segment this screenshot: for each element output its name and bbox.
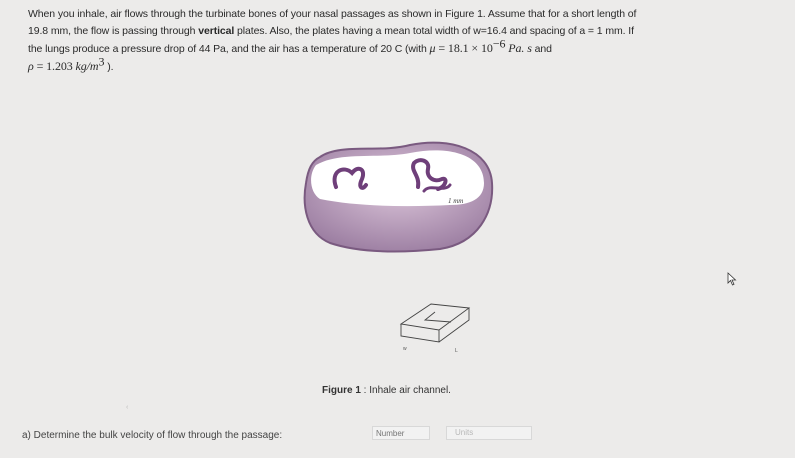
dot-marker: ‹ <box>126 404 129 411</box>
vertical-emphasis: vertical <box>198 25 235 37</box>
channel-sketch <box>395 292 475 352</box>
mouse-pointer-icon <box>727 272 737 286</box>
problem-line-4: ρ = 1.203 $kg/m^3$ ). <box>28 54 114 73</box>
figure-caption: Figure 1 : Inhale air channel. <box>322 385 451 396</box>
problem-line-1: When you inhale, air flows through the turbinate bones of your nasal passages as shown in Figure 1. Assume that for a short length of <box>28 8 637 20</box>
svg-text:w: w <box>403 346 407 352</box>
question-a: a) Determine the bulk velocity of flow through the passage: <box>22 430 283 441</box>
units-select[interactable]: Units <box>446 426 532 440</box>
problem-line-2: 19.8 mm, the flow is passing through vertical plates. Also, the plates having a mean total width of w=16.4 and spacing of a = 1 mm. If <box>28 25 634 37</box>
problem-statement <box>28 6 778 76</box>
problem-line-3: the lungs produce a pressure drop of 44 Pa, and the air has a temperature of 20 C (with $\mu = 18.1 \times 10^{-6}$ Pa. s and <box>28 36 552 55</box>
nasal-cross-section-figure <box>300 135 500 255</box>
scale-label: 1 mm <box>448 197 464 205</box>
answer-number-input[interactable] <box>372 426 430 440</box>
svg-text:L: L <box>455 348 458 352</box>
